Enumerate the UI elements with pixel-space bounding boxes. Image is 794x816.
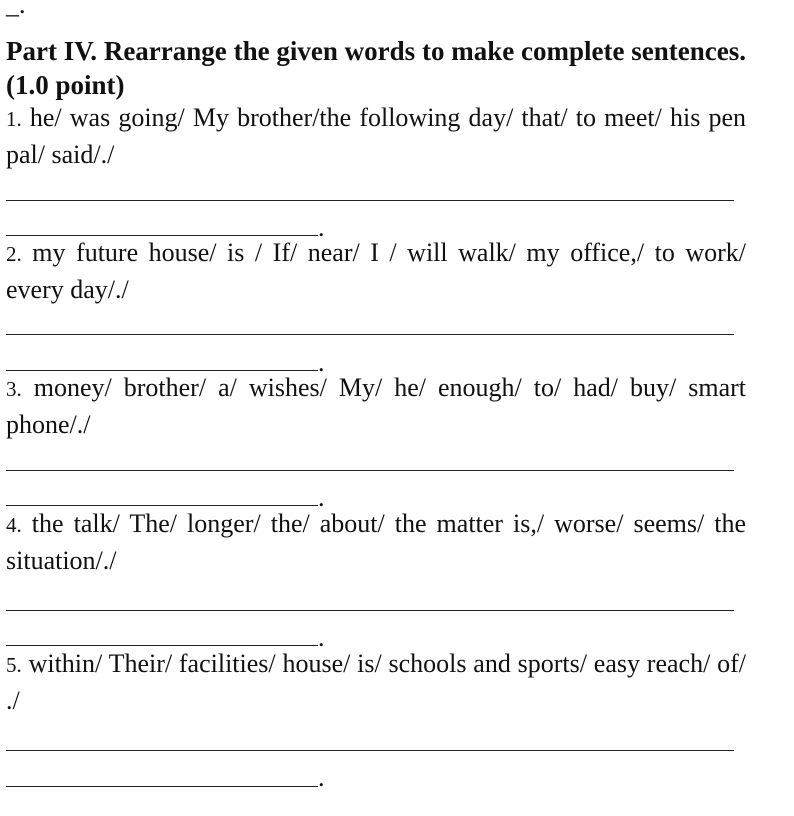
answer-period: . [318, 483, 325, 512]
question-text: within/ Their/ facilities/ house/ is/ schools and sports/ easy reach/ of/ ./ [6, 649, 746, 715]
question-text: the talk/ The/ longer/ the/ about/ the matter is,/ worse/ seems/ the situation/./ [6, 509, 747, 575]
answer-line-3a[interactable] [6, 470, 734, 471]
question-number: 1. [6, 107, 22, 131]
question-number: 2. [6, 242, 22, 266]
question-text: he/ was going/ My brother/the following day/ that/ to meet/ his pen pal/ said/./ [6, 103, 746, 169]
section-heading: Part IV. Rearrange the given words to make complete sentences. (1.0 point) [6, 36, 746, 100]
question-4 [6, 506, 746, 579]
question-number: 3. [6, 377, 22, 401]
answer-line-5a[interactable] [6, 750, 734, 751]
top-fragment: _. [6, 0, 26, 19]
question-text: money/ brother/ a/ wishes/ My/ he/ enough/ to/ had/ buy/ smart phone/./ [6, 373, 747, 439]
question-3 [6, 370, 746, 443]
answer-period: . [318, 348, 325, 377]
answer-line-1a[interactable] [6, 200, 734, 201]
answer-line-2a[interactable] [6, 334, 734, 335]
answer-period: . [318, 763, 325, 792]
question-2 [6, 235, 746, 308]
question-number: 5. [6, 653, 22, 677]
question-1 [6, 100, 746, 173]
question-text: my future house/ is / If/ near/ I / will walk/ my office,/ to work/ every day/./ [6, 238, 747, 304]
answer-line-5b[interactable] [6, 786, 318, 787]
answer-line-4a[interactable] [6, 610, 734, 611]
answer-period: . [318, 213, 325, 242]
question-5 [6, 646, 746, 719]
answer-period: . [318, 623, 325, 652]
question-number: 4. [6, 513, 22, 537]
